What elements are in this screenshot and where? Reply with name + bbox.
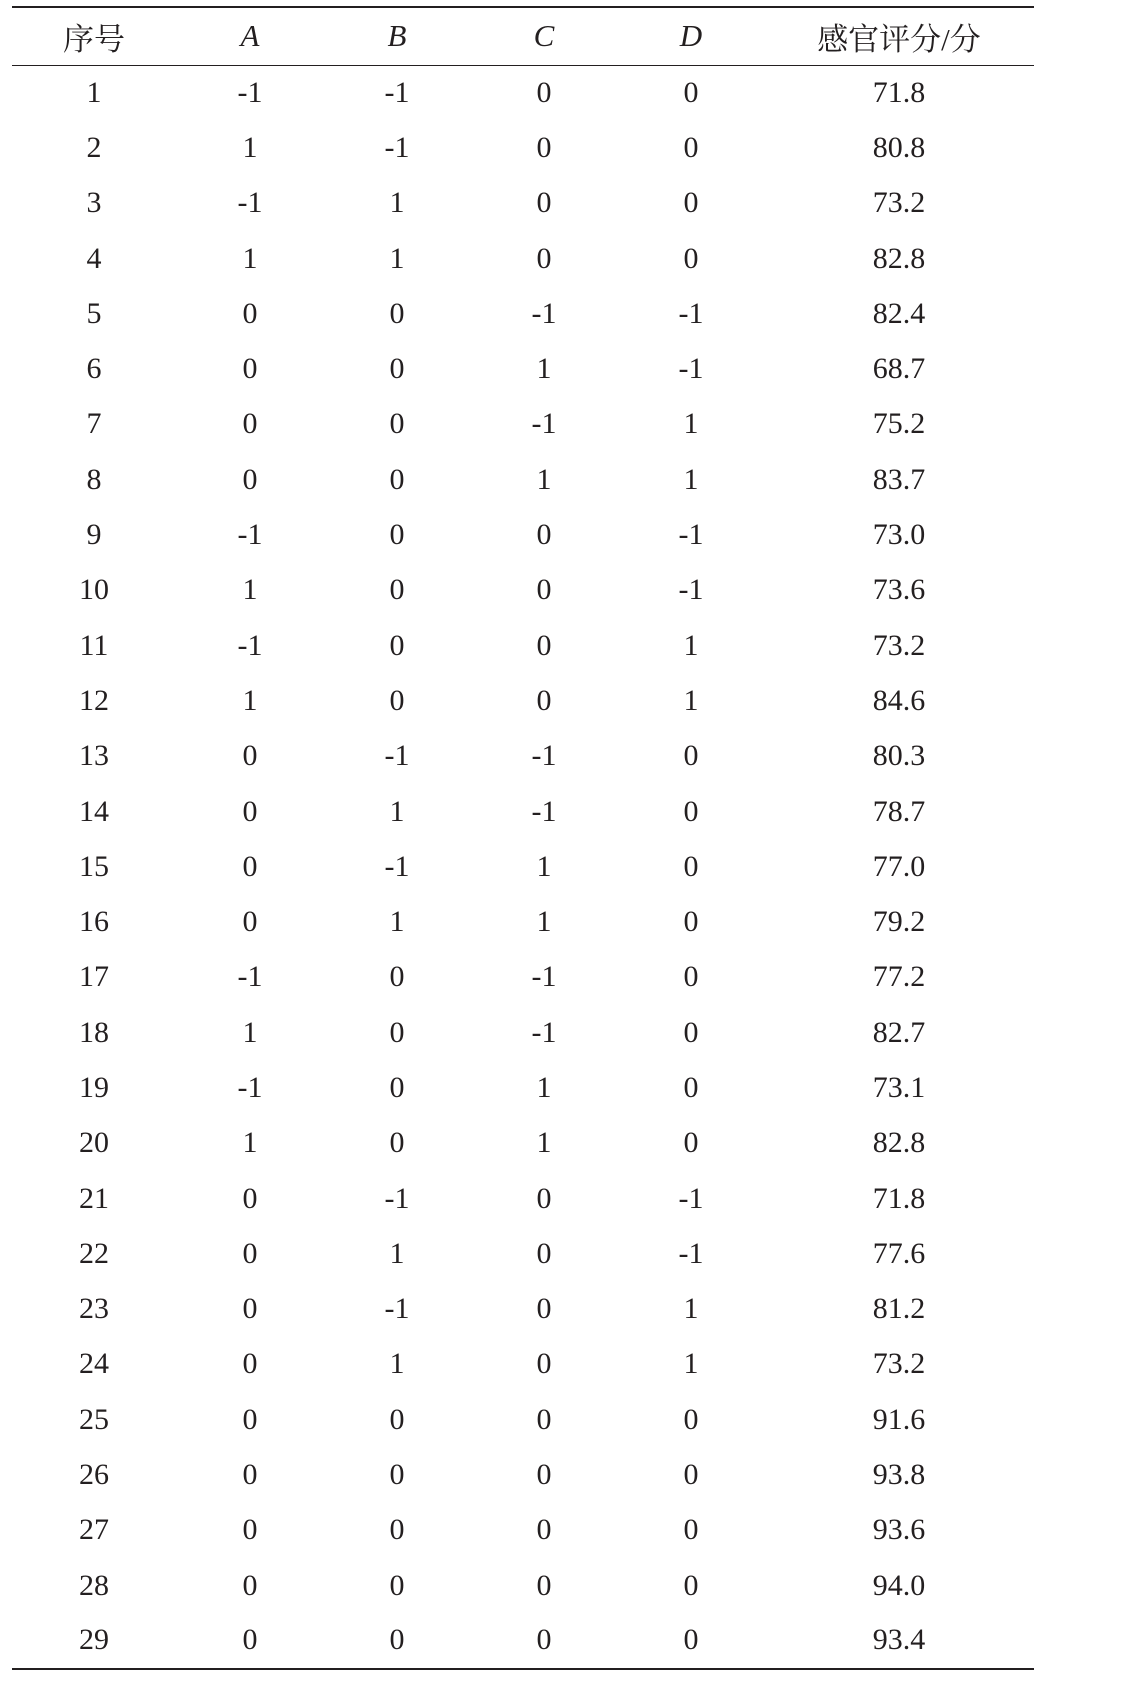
- cell-factor-d: 1: [683, 407, 699, 441]
- cell-factor-b: 1: [389, 186, 405, 220]
- table-row: [12, 1005, 1034, 1060]
- cell-factor-d: 1: [683, 683, 699, 717]
- cell-serial-number: 23: [79, 1292, 109, 1326]
- header-factor-d: D: [618, 7, 764, 65]
- cell-sensory-score: 73.1: [872, 1070, 926, 1104]
- cell-factor-b: 0: [389, 1402, 405, 1436]
- cell-serial-number: 1: [86, 75, 102, 109]
- cell-factor-b: 0: [389, 573, 405, 607]
- cell-factor-c: 0: [536, 1181, 552, 1215]
- header-factor-c: C: [470, 7, 618, 65]
- cell-sensory-score: 73.2: [872, 186, 926, 220]
- table-row: [12, 1060, 1034, 1115]
- table-row: [12, 120, 1034, 175]
- cell-factor-d: 1: [683, 1292, 699, 1326]
- table-row: [12, 1171, 1034, 1226]
- table-row: [12, 1503, 1034, 1558]
- table-row: [12, 1226, 1034, 1281]
- cell-sensory-score: 77.0: [872, 849, 926, 883]
- cell-sensory-score: 79.2: [872, 905, 926, 939]
- cell-factor-c: 0: [536, 628, 552, 662]
- cell-factor-d: -1: [678, 1236, 704, 1270]
- cell-factor-c: 0: [536, 1458, 552, 1492]
- cell-factor-b: 0: [389, 960, 405, 994]
- cell-factor-c: 0: [536, 518, 552, 552]
- cell-serial-number: 12: [79, 683, 109, 717]
- cell-factor-c: 0: [536, 1292, 552, 1326]
- cell-serial-number: 17: [79, 960, 109, 994]
- cell-factor-a: 1: [242, 1126, 258, 1160]
- cell-serial-number: 14: [79, 794, 109, 828]
- cell-factor-b: 0: [389, 407, 405, 441]
- cell-sensory-score: 81.2: [872, 1292, 926, 1326]
- cell-sensory-score: 73.0: [872, 518, 926, 552]
- cell-factor-a: 1: [242, 573, 258, 607]
- cell-serial-number: 21: [79, 1181, 109, 1215]
- cell-factor-c: 1: [536, 352, 552, 386]
- cell-factor-a: -1: [237, 628, 263, 662]
- cell-factor-b: -1: [384, 1181, 410, 1215]
- cell-sensory-score: 94.0: [872, 1568, 926, 1602]
- cell-serial-number: 8: [86, 462, 102, 496]
- cell-factor-a: -1: [237, 1070, 263, 1104]
- cell-factor-b: 1: [389, 1236, 405, 1270]
- cell-factor-b: 1: [389, 241, 405, 275]
- cell-factor-c: -1: [531, 960, 557, 994]
- cell-factor-b: -1: [384, 849, 410, 883]
- cell-factor-a: 0: [176, 1613, 324, 1668]
- table-row: [12, 1282, 1034, 1337]
- cell-factor-c: 0: [536, 1236, 552, 1270]
- cell-factor-b: 0: [389, 1015, 405, 1049]
- table-row: [12, 1613, 1034, 1668]
- cell-serial-number: 15: [79, 849, 109, 883]
- cell-factor-a: -1: [237, 186, 263, 220]
- cell-factor-c: 0: [536, 75, 552, 109]
- experiment-results-table: [12, 6, 1034, 1670]
- cell-sensory-score: 82.8: [872, 1126, 926, 1160]
- cell-factor-a: 1: [242, 241, 258, 275]
- cell-serial-number: 10: [79, 573, 109, 607]
- table-body: [12, 65, 1034, 1669]
- table-row: [12, 1116, 1034, 1171]
- cell-sensory-score: 80.3: [872, 739, 926, 773]
- table-row: [12, 618, 1034, 673]
- table-row: [12, 1392, 1034, 1447]
- cell-serial-number: 26: [79, 1458, 109, 1492]
- cell-factor-c: 0: [536, 1568, 552, 1602]
- cell-factor-c: 0: [536, 130, 552, 164]
- cell-factor-b: 0: [389, 1070, 405, 1104]
- cell-factor-d: 0: [683, 1015, 699, 1049]
- cell-factor-c: -1: [531, 739, 557, 773]
- cell-factor-c: -1: [531, 296, 557, 330]
- cell-factor-b: 0: [389, 462, 405, 496]
- table-row: [12, 729, 1034, 784]
- cell-factor-c: -1: [531, 794, 557, 828]
- cell-sensory-score: 73.2: [872, 628, 926, 662]
- cell-factor-b: -1: [384, 1292, 410, 1326]
- cell-serial-number: 5: [86, 296, 102, 330]
- cell-factor-b: 0: [389, 352, 405, 386]
- data-table-container: [12, 6, 1034, 1670]
- cell-factor-a: 0: [242, 1181, 258, 1215]
- cell-factor-d: 1: [683, 1347, 699, 1381]
- cell-factor-c: 1: [536, 905, 552, 939]
- cell-factor-d: -1: [678, 1181, 704, 1215]
- cell-factor-c: 0: [536, 573, 552, 607]
- cell-factor-d: 0: [683, 130, 699, 164]
- cell-factor-a: 1: [242, 683, 258, 717]
- header-factor-a: A: [176, 7, 324, 65]
- cell-factor-d: 0: [683, 75, 699, 109]
- cell-serial-number: 18: [79, 1015, 109, 1049]
- table-row: [12, 894, 1034, 949]
- cell-sensory-score: 82.7: [872, 1015, 926, 1049]
- cell-factor-a: 0: [242, 407, 258, 441]
- cell-factor-d: 0: [683, 241, 699, 275]
- cell-sensory-score: 73.2: [872, 1347, 926, 1381]
- cell-factor-c: -1: [531, 1015, 557, 1049]
- table-row: [12, 950, 1034, 1005]
- cell-factor-a: 0: [242, 1513, 258, 1547]
- cell-factor-a: 0: [242, 849, 258, 883]
- cell-factor-a: 1: [242, 130, 258, 164]
- table-row: [12, 65, 1034, 120]
- cell-factor-a: 0: [242, 1292, 258, 1326]
- cell-factor-b: 0: [389, 296, 405, 330]
- cell-factor-d: 0: [683, 849, 699, 883]
- cell-factor-a: 1: [242, 1015, 258, 1049]
- cell-factor-c: 0: [536, 1513, 552, 1547]
- cell-serial-number: 27: [79, 1513, 109, 1547]
- cell-serial-number: 19: [79, 1070, 109, 1104]
- cell-serial-number: 29: [12, 1613, 176, 1668]
- cell-factor-d: 0: [683, 960, 699, 994]
- cell-factor-d: 0: [683, 1458, 699, 1492]
- cell-sensory-score: 71.8: [872, 75, 926, 109]
- cell-factor-d: 0: [683, 905, 699, 939]
- cell-serial-number: 16: [79, 905, 109, 939]
- cell-factor-a: 0: [242, 905, 258, 939]
- cell-serial-number: 2: [86, 130, 102, 164]
- cell-sensory-score: 93.4: [764, 1613, 1034, 1668]
- cell-factor-c: 0: [536, 1402, 552, 1436]
- header-factor-b: B: [324, 7, 470, 65]
- cell-factor-c: 0: [536, 683, 552, 717]
- cell-factor-b: 0: [389, 1458, 405, 1492]
- cell-serial-number: 3: [86, 186, 102, 220]
- cell-sensory-score: 75.2: [872, 407, 926, 441]
- cell-factor-a: 0: [242, 1402, 258, 1436]
- cell-factor-b: 1: [389, 1347, 405, 1381]
- table-row: [12, 397, 1034, 452]
- cell-factor-d: 0: [683, 739, 699, 773]
- cell-factor-c: 1: [536, 849, 552, 883]
- cell-factor-d: 0: [683, 1568, 699, 1602]
- cell-serial-number: 20: [79, 1126, 109, 1160]
- table-header: [12, 7, 1034, 65]
- cell-factor-b: -1: [384, 130, 410, 164]
- table-row: [12, 1558, 1034, 1613]
- cell-factor-c: 1: [536, 1126, 552, 1160]
- cell-factor-d: 0: [683, 186, 699, 220]
- cell-factor-a: -1: [237, 518, 263, 552]
- cell-sensory-score: 83.7: [872, 462, 926, 496]
- cell-factor-a: 0: [242, 352, 258, 386]
- cell-factor-c: 1: [536, 462, 552, 496]
- cell-factor-d: 0: [683, 1513, 699, 1547]
- cell-factor-d: 1: [683, 462, 699, 496]
- cell-factor-b: 0: [389, 1126, 405, 1160]
- cell-sensory-score: 93.6: [872, 1513, 926, 1547]
- cell-serial-number: 22: [79, 1236, 109, 1270]
- cell-factor-a: 0: [242, 739, 258, 773]
- header-sensory-score: 感官评分/分: [764, 7, 1034, 65]
- cell-sensory-score: 73.6: [872, 573, 926, 607]
- cell-factor-b: 1: [389, 905, 405, 939]
- cell-serial-number: 13: [79, 739, 109, 773]
- table-row: [12, 231, 1034, 286]
- cell-factor-d: -1: [678, 296, 704, 330]
- cell-factor-a: -1: [237, 75, 263, 109]
- cell-factor-c: 1: [536, 1070, 552, 1104]
- cell-serial-number: 4: [86, 241, 102, 275]
- cell-sensory-score: 82.8: [872, 241, 926, 275]
- header-serial-number: 序号: [12, 7, 176, 65]
- cell-sensory-score: 71.8: [872, 1181, 926, 1215]
- cell-factor-d: 1: [683, 628, 699, 662]
- table-row: [12, 341, 1034, 396]
- cell-factor-d: -1: [678, 352, 704, 386]
- cell-factor-a: 0: [242, 1458, 258, 1492]
- table-row: [12, 452, 1034, 507]
- cell-factor-d: 0: [683, 1126, 699, 1160]
- cell-factor-b: 0: [389, 628, 405, 662]
- cell-sensory-score: 77.6: [872, 1236, 926, 1270]
- cell-factor-b: 0: [389, 683, 405, 717]
- cell-factor-c: 0: [470, 1613, 618, 1668]
- cell-factor-a: 0: [242, 1568, 258, 1602]
- cell-sensory-score: 91.6: [872, 1402, 926, 1436]
- table-row: [12, 784, 1034, 839]
- cell-factor-a: 0: [242, 1347, 258, 1381]
- cell-factor-b: 0: [389, 1568, 405, 1602]
- cell-factor-d: 0: [683, 1070, 699, 1104]
- cell-factor-c: 0: [536, 1347, 552, 1381]
- cell-factor-b: 0: [324, 1613, 470, 1668]
- cell-serial-number: 28: [79, 1568, 109, 1602]
- cell-sensory-score: 93.8: [872, 1458, 926, 1492]
- cell-factor-a: 0: [242, 794, 258, 828]
- cell-sensory-score: 77.2: [872, 960, 926, 994]
- cell-factor-a: -1: [237, 960, 263, 994]
- table-row: [12, 1447, 1034, 1502]
- cell-factor-c: -1: [531, 407, 557, 441]
- cell-factor-b: 1: [389, 794, 405, 828]
- cell-factor-b: 0: [389, 518, 405, 552]
- cell-factor-a: 0: [242, 1236, 258, 1270]
- table-row: [12, 507, 1034, 562]
- table-row: [12, 286, 1034, 341]
- table-row: [12, 563, 1034, 618]
- cell-sensory-score: 82.4: [872, 296, 926, 330]
- cell-factor-d: -1: [678, 573, 704, 607]
- cell-factor-a: 0: [242, 296, 258, 330]
- cell-sensory-score: 84.6: [872, 683, 926, 717]
- table-row: [12, 673, 1034, 728]
- table-row: [12, 176, 1034, 231]
- cell-sensory-score: 78.7: [872, 794, 926, 828]
- cell-sensory-score: 80.8: [872, 130, 926, 164]
- cell-factor-c: 0: [536, 241, 552, 275]
- cell-serial-number: 7: [86, 407, 102, 441]
- cell-serial-number: 9: [86, 518, 102, 552]
- cell-sensory-score: 68.7: [872, 352, 926, 386]
- cell-serial-number: 25: [79, 1402, 109, 1436]
- cell-factor-c: 0: [536, 186, 552, 220]
- table-row: [12, 839, 1034, 894]
- cell-serial-number: 11: [79, 628, 109, 662]
- cell-factor-b: -1: [384, 75, 410, 109]
- cell-factor-d: 0: [683, 1402, 699, 1436]
- cell-factor-a: 0: [242, 462, 258, 496]
- cell-factor-d: 0: [618, 1613, 764, 1668]
- header-row: [12, 7, 1034, 65]
- cell-factor-d: -1: [678, 518, 704, 552]
- cell-factor-b: -1: [384, 739, 410, 773]
- cell-factor-b: 0: [389, 1513, 405, 1547]
- table-row: [12, 1337, 1034, 1392]
- cell-serial-number: 24: [79, 1347, 109, 1381]
- cell-serial-number: 6: [86, 352, 102, 386]
- cell-factor-d: 0: [683, 794, 699, 828]
